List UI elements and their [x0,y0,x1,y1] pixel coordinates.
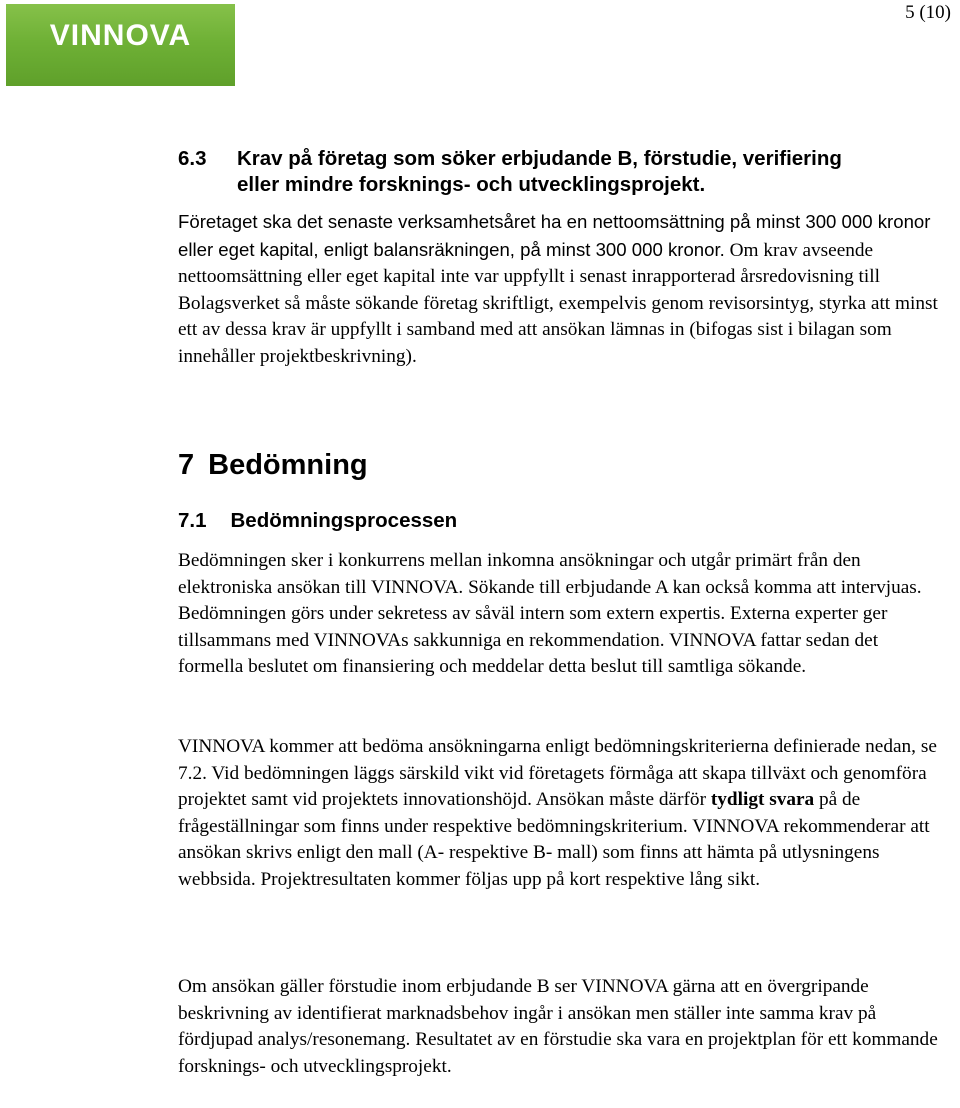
heading-7 [178,449,368,482]
paragraph-7-1-2-before: VINNOVA kommer att bedöma ansökningarna enligt bedömningskriterierna definierade nedan, se 7.2. Vid bedömningen läggs särskild vikt vid företagets förmåga att skapa tillväxt och genomföra projektet samt vid projektets innovationshöjd. Ansökan måste därför [178,736,937,811]
heading-6-3-title-line2: eller mindre forsknings- och utvecklingsprojekt. [237,173,706,196]
heading-7-1-title: Bedömningsprocessen [230,509,458,532]
logo-text: VINNOVA [49,19,192,52]
paragraph-6-3-part2: Om krav avseende nettoomsättning eller eget kapital inte var uppfyllt i senast inrapporterad årsredovisning till Bolagsverket så måste sökande företag skriftligt, exempelvis genom revisorsintyg, styrka att minst ett av dessa krav är uppfyllt i samband med att ansökan lämnas in (bifogas sist i bilagan som innehåller projektbeskrivning). [178,239,938,367]
heading-6-3 [178,146,938,198]
paragraph-7-1-2-bold: tydligt svara [710,789,815,811]
paragraph-7-1-3: Om ansökan gäller förstudie inom erbjudande B ser VINNOVA gärna att en övergripande beskrivning av identifierat marknadsbehov ingår i ansökan men ställer inte samma krav på fördjupad analys/resonemang. Resultatet av en förstudie ska vara en projektplan för ett kommande forsknings- och utvecklingsprojekt. [178,976,938,1077]
page-number: 5 (10) [905,2,951,23]
paragraph-7-1-2-after: på de frågeställningar som finns under respektive bedömningskriterium. VINNOVA rekommenderar att ansökan skrivs enligt den mall (A- respektive B- mall) som finns att hämta på utlysningens webbsida. Projektresultaten kommer följas upp på kort respektive lång sikt. [178,789,930,890]
paragraph-6-3-part1: Företaget ska det senaste verksamhetsåret ha en nettoomsättning på minst 300 000 kronor eller eget kapital, enligt balansräkningen, på minst 300 000 kronor. [178,211,931,260]
paragraph-7-1-1: Bedömningen sker i konkurrens mellan inkomna ansökningar och utgår primärt från den elektroniska ansökan till VINNOVA. Sökande till erbjudande A kan också komma att intervjuas. Bedömningen görs under sekretess av såväl intern som extern expertis. Externa experter ger tillsammans med VINNOVAs sakkunniga en rekommendation. VINNOVA fattar sedan det formella beslutet om finansiering och meddelar detta beslut till samtliga sökande. [178,550,922,678]
heading-6-3-title-line1: Krav på företag som söker erbjudande B, förstudie, verifiering [237,147,842,170]
heading-7-number: 7 [178,449,195,481]
paragraph-7-1-2 [178,734,948,894]
paragraph-6-3 [178,209,948,371]
heading-6-3-number: 6.3 [178,147,207,170]
heading-7-title: Bedömning [208,449,368,481]
heading-7-1-number: 7.1 [178,509,207,532]
vinnova-logo [6,4,235,86]
heading-7-1 [178,509,457,533]
